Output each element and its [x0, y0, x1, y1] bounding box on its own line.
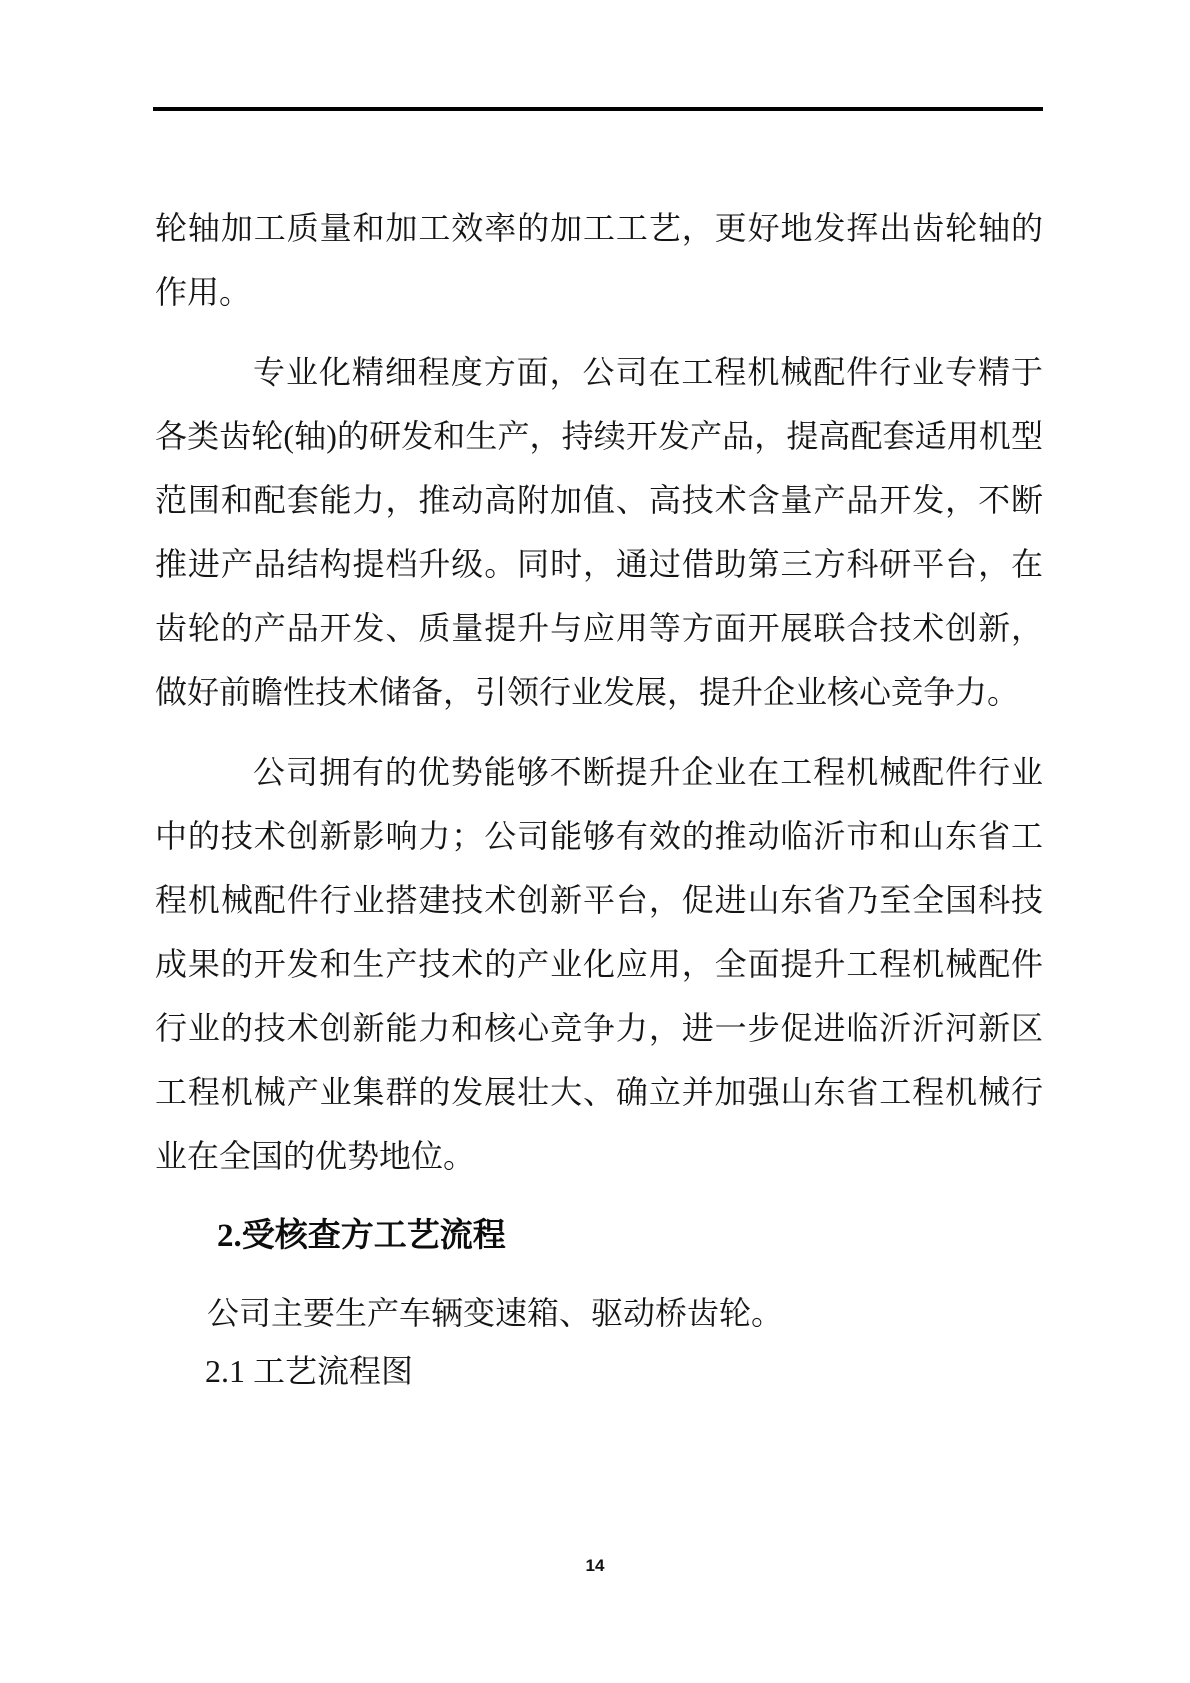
paragraph-advantages: 公司拥有的优势能够不断提升企业在工程机械配件行业中的技术创新影响力；公司能够有效的推动临沂市和山东省工程机械配件行业搭建技术创新平台，促进山东省乃至全国科技成果的开发和生产技术的产业化应用，全面提升工程机械配件行业的技术创新能力和核心竞争力，进一步促进临沂沂河新区工程机械产业集群的发展壮大、确立并加强山东省工程机械行业在全国的优势地位。: [155, 754, 1043, 1174]
subsection-label: 2.1 工艺流程图: [205, 1353, 414, 1389]
page-footer: [0, 1556, 1190, 1576]
paragraph-products: 公司主要生产车辆变速箱、驱动桥齿轮。: [207, 1295, 784, 1331]
page-body: [155, 196, 1043, 1400]
header-rule: [153, 107, 1043, 111]
section-heading: 2.受核查方工艺流程: [217, 1218, 506, 1254]
paragraph-continued: 轮轴加工质量和加工效率的加工工艺，更好地发挥出齿轮轴的作用。: [155, 210, 1043, 310]
page-number: 14: [585, 1556, 605, 1575]
paragraph-specialization: 专业化精细程度方面，公司在工程机械配件行业专精于各类齿轮(轴)的研发和生产，持续开发产品，提高配套适用机型范围和配套能力，推动高附加值、高技术含量产品开发，不断推进产品结构提档升级。同时，通过借助第三方科研平台，在齿轮的产品开发、质量提升与应用等方面开展联合技术创新，做好前瞻性技术储备，引领行业发展，提升企业核心竞争力。: [155, 354, 1043, 710]
